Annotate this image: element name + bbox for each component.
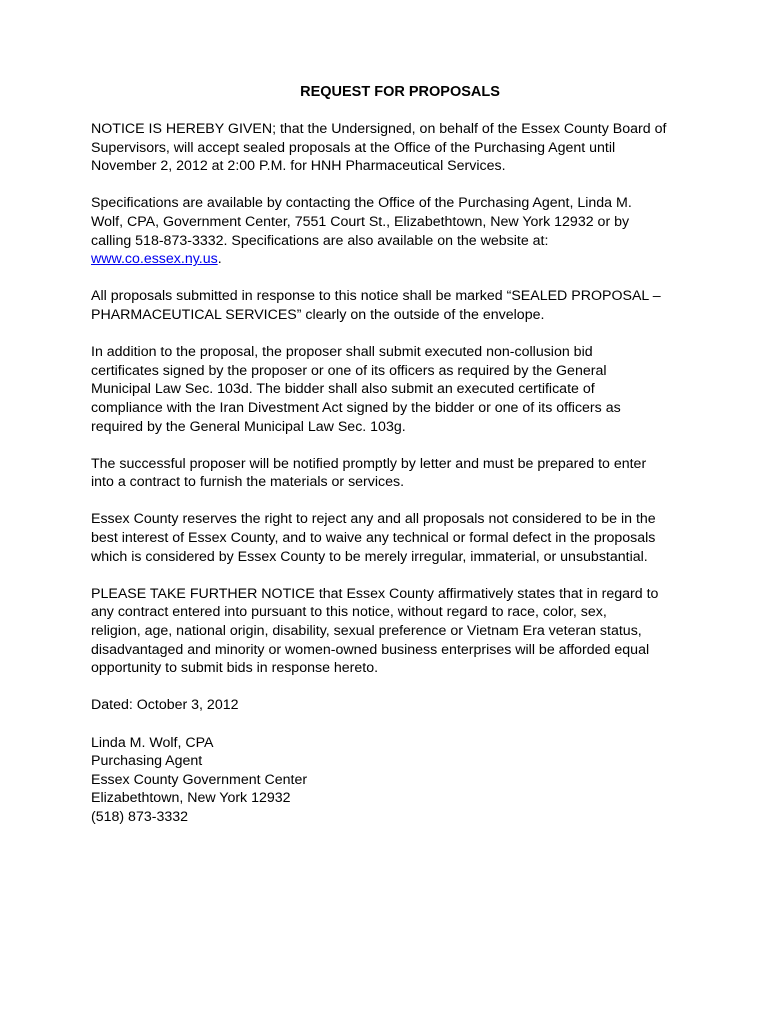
equal-opportunity-line: PLEASE TAKE FURTHER NOTICE that Essex County affirmatively states that in regard to [91,585,659,602]
document-page [91,83,703,827]
award-line: into a contract to furnish the materials or services. [91,474,405,491]
notice-paragraph [91,120,703,176]
website-line [91,250,703,269]
certificates-line: required by the General Municipal Law Sec. 103g. [91,418,406,435]
signature-block [91,734,703,827]
signature-role: Purchasing Agent [91,753,203,770]
certificates-paragraph [91,343,703,436]
equal-opportunity-line: disadvantaged and minority or women-owned business enterprises will be afforded equal [91,641,650,658]
reservation-line: which is considered by Essex County to be merely irregular, immaterial, or unsubstantial. [91,548,648,565]
notice-line: NOTICE IS HEREBY GIVEN; that the Undersigned, on behalf of the Essex County Board of [91,121,667,137]
notice-line: November 2, 2012 at 2:00 P.M. for HNH Pharmaceutical Services. [91,158,506,175]
specifications-paragraph [91,194,703,268]
marking-paragraph [91,287,703,324]
certificates-line: certificates signed by the proposer or one of its officers as required by the General [91,362,607,379]
specifications-line: Wolf, CPA, Government Center, 7551 Court St., Elizabethtown, New York 12932 or by [91,213,630,230]
notice-line: Supervisors, will accept sealed proposals at the Office of the Purchasing Agent until [91,139,616,156]
signature-phone: (518) 873-3332 [91,808,189,825]
reservation-line: best interest of Essex County, and to waive any technical or formal defect in the proposals [91,530,656,547]
specifications-line: Specifications are available by contacting the Office of the Purchasing Agent, Linda M. [91,195,632,212]
award-paragraph [91,455,703,492]
website-link[interactable]: www.co.essex.ny.us [91,251,218,268]
dated-line: Dated: October 3, 2012 [91,697,239,714]
signature-office: Essex County Government Center [91,771,308,788]
certificates-line: Municipal Law Sec. 103d. The bidder shall also submit an executed certificate of [91,381,595,398]
website-link-suffix: . [217,251,222,268]
equal-opportunity-line: religion, age, national origin, disability, sexual preference or Vietnam Era veteran status, [91,623,642,640]
equal-opportunity-line: any contract entered into pursuant to this notice, without regard to race, color, sex, [91,604,607,621]
award-line: The successful proposer will be notified promptly by letter and must be prepared to enter [91,455,647,472]
marking-line: PHARMACEUTICAL SERVICES” clearly on the outside of the envelope. [91,306,545,323]
marking-line: All proposals submitted in response to this notice shall be marked “SEALED PROPOSAL – [91,288,661,305]
equal-opportunity-paragraph [91,585,703,678]
document-title: REQUEST FOR PROPOSALS [300,84,500,100]
certificates-line: In addition to the proposal, the proposer shall submit executed non-collusion bid [91,344,593,361]
certificates-line: compliance with the Iran Divestment Act signed by the bidder or one of its officers as [91,399,621,416]
specifications-line: calling 518-873-3332. Specifications are also available on the website at: [91,232,549,249]
signature-city: Elizabethtown, New York 12932 [91,790,291,807]
reservation-paragraph [91,510,703,566]
signature-name: Linda M. Wolf, CPA [91,734,214,751]
reservation-line: Essex County reserves the right to reject any and all proposals not considered to be in the [91,511,656,528]
equal-opportunity-line: opportunity to submit bids in response hereto. [91,660,379,677]
